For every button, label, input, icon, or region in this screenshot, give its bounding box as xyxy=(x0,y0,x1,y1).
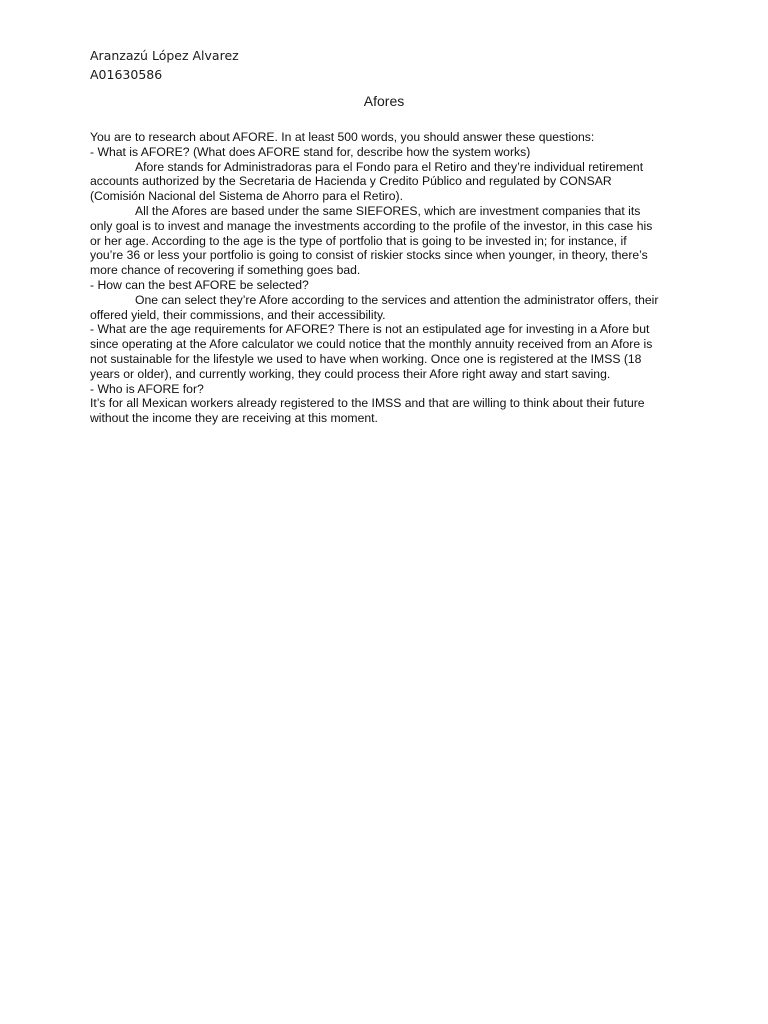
text-line: - What is AFORE? (What does AFORE stand for, describe how the system works) xyxy=(90,144,531,159)
text-line: Afore stands for Administradoras para el Fondo para el Retiro and they’re individual retirement xyxy=(135,159,644,174)
student-id: A01630586 xyxy=(90,67,163,82)
text-line: accounts authorized by the Secretaria de Hacienda y Credito Público and regulated by CONSAR xyxy=(90,174,612,189)
text-line: or her age. According to the age is the type of portfolio that is going to be invested in; for instance, if xyxy=(90,233,627,248)
text-line: It’s for all Mexican workers already registered to the IMSS and that are willing to think about their future xyxy=(90,396,645,411)
text-line: since operating at the Afore calculator we could notice that the monthly annuity received from an Afore is xyxy=(90,337,653,352)
text-line: you’re 36 or less your portfolio is going to consist of riskier stocks since when younger, in theory, there’s xyxy=(90,248,648,263)
text-line: You are to research about AFORE. In at least 500 words, you should answer these questions: xyxy=(90,130,595,144)
text-line: offered yield, their commissions, and their accessibility. xyxy=(90,307,386,322)
author-name: Aranzazú López Alvarez xyxy=(90,48,239,63)
text-line: All the Afores are based under the same SIEFORES, which are investment companies that its xyxy=(135,203,641,218)
text-line: without the income they are receiving at this moment. xyxy=(90,411,378,426)
text-line: - How can the best AFORE be selected? xyxy=(90,277,309,292)
text-line: more chance of recovering if something goes bad. xyxy=(90,263,361,278)
text-line: not sustainable for the lifestyle we used to have when working. Once one is registered at the IMSS (18 xyxy=(90,351,642,366)
text-line: - Who is AFORE for? xyxy=(90,381,204,396)
text-line: (Comisión Nacional del Sistema de Ahorro para el Retiro). xyxy=(90,189,403,204)
author-header xyxy=(90,46,239,84)
text-line: years or older), and currently working, they could process their Afore right away and start saving. xyxy=(90,366,611,381)
text-line: only goal is to invest and manage the investments according to the profile of the investor, in this case his xyxy=(90,218,653,233)
text-line: One can select they’re Afore according to the services and attention the administrator offers, their xyxy=(135,292,659,307)
document-title: Afores xyxy=(363,93,405,109)
text-line: - What are the age requirements for AFORE? There is not an estipulated age for investing in a Afore but xyxy=(90,322,650,337)
document-body xyxy=(90,130,680,426)
